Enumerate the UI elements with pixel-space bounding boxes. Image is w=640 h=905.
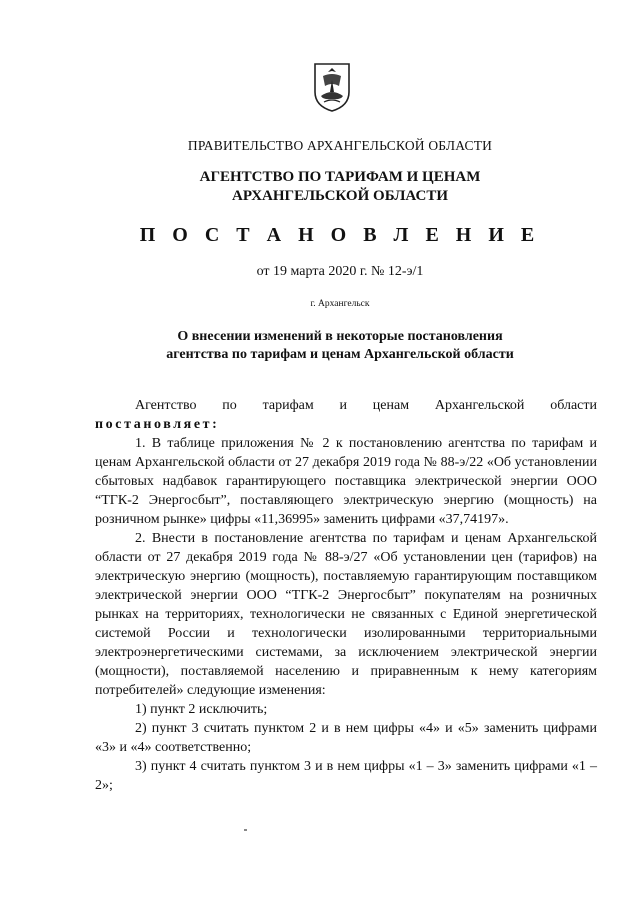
document-city: г. Архангельск [310, 299, 370, 309]
subject-line1: О внесении изменений в некоторые постановления [177, 329, 503, 344]
document-body [95, 396, 597, 795]
list-item-1: 1) пункт 2 исключить; [135, 702, 268, 717]
agency-name [90, 168, 590, 206]
government-name: ПРАВИТЕЛЬСТВО АРХАНГЕЛЬСКОЙ ОБЛАСТИ [187, 138, 493, 153]
agency-name-line1: АГЕНТСТВО ПО ТАРИФАМ И ЦЕНАМ [199, 169, 481, 185]
document-date-number: от 19 марта 2020 г. № 12-э/1 [256, 264, 424, 279]
list-item-3: 3) пункт 4 считать пунктом 3 и в нем цифры «1 – 3» заменить цифрами «1 – 2»; [95, 759, 597, 793]
list-item-2: 2) пункт 3 считать пунктом 2 и в нем цифры «4» и «5» заменить цифрами «3» и «4» соответственно; [95, 721, 597, 755]
document-subject [90, 328, 590, 364]
intro-paragraph: Агентство по тарифам и ценам Архангельской области [135, 398, 597, 413]
scan-mark [244, 829, 247, 831]
agency-name-line2: АРХАНГЕЛЬСКОЙ ОБЛАСТИ [232, 188, 448, 204]
coat-of-arms-icon [313, 62, 351, 112]
paragraph-1: 1. В таблице приложения № 2 к постановлению агентства по тарифам и ценам Архангельской области от 27 декабря 2019 года № 88-э/22 «Об установлении сбытовых надбавок гарантирующего поставщика электрической энергии ООО “ТГК-2 Энергосбыт”, поставляющего электрическую энергию (мощность) на розничном рынке» цифры «11,36995» заменить цифрами «37,74197». [95, 436, 597, 527]
document-type-title: П О С Т А Н О В Л Е Н И Е [139, 224, 541, 246]
subject-line2: агентства по тарифам и ценам Архангельской области [166, 347, 514, 362]
paragraph-2: 2. Внести в постановление агентства по тарифам и ценам Архангельской области от 27 декабря 2019 года № 88-э/27 «Об установлении цен (тарифов) на электрическую энергию (мощность), поставляемую гарантирующим поставщиком электрической энергии ООО “ТГК-2 Энергосбыт” покупателям на розничных рынках на территориях, технологически не связанных с Единой энергетической системой России и технологически изолированными территориальными электроэнергетическими системами, за исключением электрической энергии (мощности), поставляемой населению и приравненным к нему категориям потребителей» следующие изменения: [95, 531, 597, 698]
decree-word-text: постановляет: [95, 417, 220, 432]
decree-word [95, 415, 597, 434]
